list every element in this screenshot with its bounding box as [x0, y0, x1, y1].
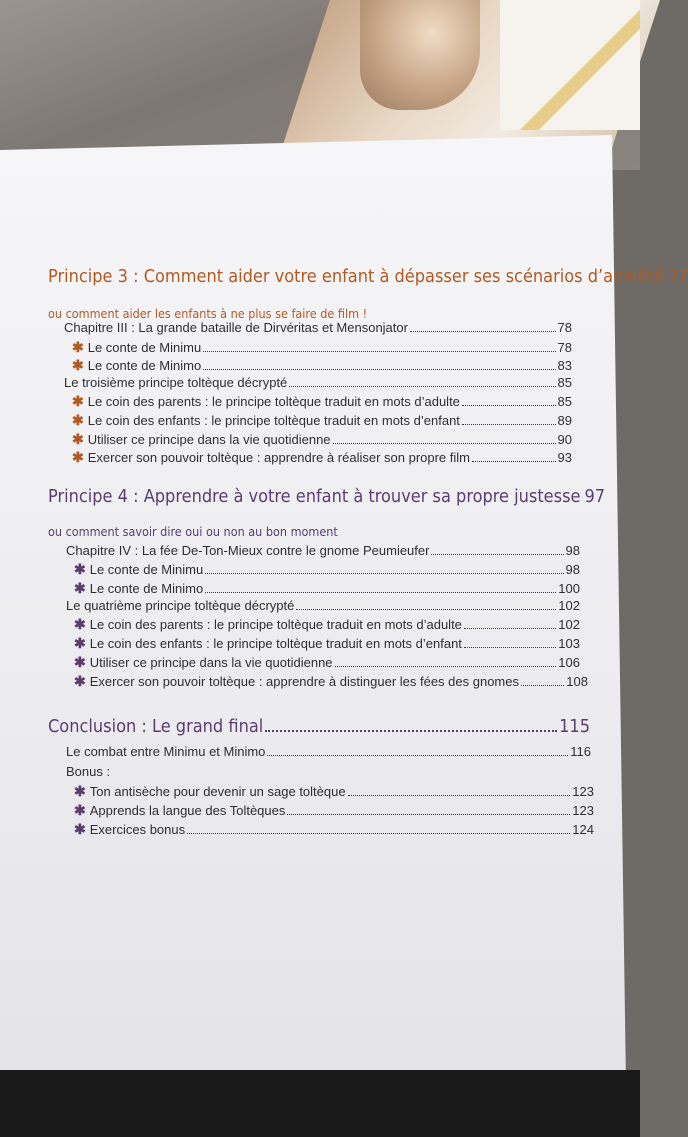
- section-page-conclusion: 115: [559, 716, 590, 737]
- asterisk-icon: ✱: [74, 580, 86, 596]
- toc-entry: ✱ Le coin des enfants : le principe toltèque traduit en mots d’enfant 103: [74, 635, 580, 651]
- asterisk-icon: ✱: [72, 449, 84, 465]
- section-title-p3: Principe 3 : Comment aider votre enfant à dépasser ses scénarios d’anxiété 77: [48, 266, 688, 287]
- toc-entry: ✱ Le coin des parents : le principe toltèque traduit en mots d’adulte 85: [72, 393, 572, 409]
- toc-entry: Bonus :: [66, 764, 111, 779]
- toc-entry: Le troisième principe toltèque décrypté 85: [64, 375, 572, 390]
- asterisk-icon: ✱: [74, 673, 86, 689]
- asterisk-icon: ✱: [74, 783, 86, 799]
- toc-entry: ✱ Exercices bonus 124: [74, 821, 594, 837]
- toc-entry: ✱ Le conte de Minimu 98: [74, 561, 580, 577]
- toc-entry: ✱ Exercer son pouvoir toltèque : apprendre à distinguer les fées des gnomes 108: [74, 673, 588, 689]
- asterisk-icon: ✱: [74, 616, 86, 632]
- asterisk-icon: ✱: [72, 412, 84, 428]
- toc-entry: Le quatrième principe toltèque décrypté 102: [66, 598, 580, 613]
- toc-entry: Le combat entre Minimu et Minimo 116: [66, 744, 591, 759]
- toc-entry: Chapitre III : La grande bataille de Dirvéritas et Mensonjator 78: [64, 320, 572, 335]
- asterisk-icon: ✱: [72, 339, 84, 355]
- asterisk-icon: ✱: [74, 821, 86, 837]
- section-subtitle-p4: ou comment savoir dire oui ou non au bon moment: [48, 524, 338, 539]
- toc-entry: ✱ Le conte de Minimu 78: [72, 339, 572, 355]
- toc-entry: ✱ Utiliser ce principe dans la vie quotidienne 90: [72, 431, 572, 447]
- toc-entry: Chapitre IV : La fée De-Ton-Mieux contre le gnome Peumieufer 98: [66, 543, 580, 558]
- toc-entry: ✱ Le conte de Minimo 83: [72, 357, 572, 373]
- section-subtitle-p3: ou comment aider les enfants à ne plus se faire de film !: [48, 306, 368, 321]
- asterisk-icon: ✱: [72, 393, 84, 409]
- asterisk-icon: ✱: [74, 635, 86, 651]
- asterisk-icon: ✱: [74, 561, 86, 577]
- toc-entry: ✱ Le conte de Minimo 100: [74, 580, 580, 596]
- toc-entry: ✱ Ton antisèche pour devenir un sage toltèque 123: [74, 783, 594, 799]
- section-title-conclusion: Conclusion : Le grand final 115: [48, 716, 590, 737]
- asterisk-icon: ✱: [74, 654, 86, 670]
- section-title-p4: Principe 4 : Apprendre à votre enfant à trouver sa propre justesse 97: [48, 486, 606, 507]
- toc-entry: ✱ Le coin des parents : le principe toltèque traduit en mots d’adulte 102: [74, 616, 580, 632]
- toc-entry: ✱ Exercer son pouvoir toltèque : apprendre à réaliser son propre film 93: [72, 449, 572, 465]
- asterisk-icon: ✱: [72, 357, 84, 373]
- toc-entry: ✱ Utiliser ce principe dans la vie quotidienne 106: [74, 654, 580, 670]
- asterisk-icon: ✱: [72, 431, 84, 447]
- section-page-p4: 97: [584, 486, 606, 507]
- toc-entry: ✱ Apprends la langue des Toltèques 123: [74, 802, 594, 818]
- asterisk-icon: ✱: [74, 802, 86, 818]
- toc-entry: ✱ Le coin des enfants : le principe toltèque traduit en mots d’enfant 89: [72, 412, 572, 428]
- section-page-p3: 77: [667, 266, 688, 287]
